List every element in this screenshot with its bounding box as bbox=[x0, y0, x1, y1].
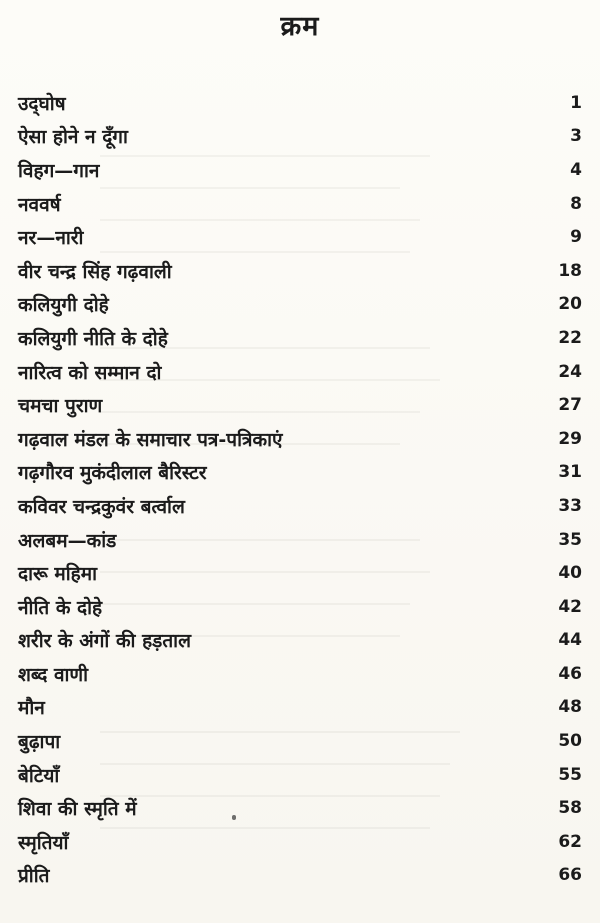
toc-entry-title: चमचा पुराण bbox=[18, 395, 103, 418]
toc-entry-title: शब्द वाणी bbox=[18, 663, 89, 686]
toc-entry-page-number: 58 bbox=[558, 798, 582, 819]
print-speck bbox=[232, 815, 236, 820]
toc-entry bbox=[0, 691, 600, 725]
toc-entry bbox=[0, 758, 600, 792]
toc-entry bbox=[0, 187, 600, 221]
toc-entry-title: प्रीति bbox=[18, 865, 50, 888]
toc-entry bbox=[0, 456, 600, 490]
toc-entry-title: बेटियाँ bbox=[18, 764, 60, 787]
toc-entry-page-number: 1 bbox=[570, 92, 582, 113]
toc-entry-page-number: 44 bbox=[558, 630, 582, 651]
toc-entry bbox=[0, 624, 600, 658]
toc-entry-title: विहग—गान bbox=[18, 159, 100, 182]
toc-entry bbox=[0, 153, 600, 187]
toc-entry bbox=[0, 388, 600, 422]
toc-entry bbox=[0, 590, 600, 624]
toc-entry bbox=[0, 523, 600, 557]
toc-entry bbox=[0, 859, 600, 893]
toc-heading: क्रम bbox=[280, 11, 320, 42]
toc-entry-title: कलियुगी नीति के दोहे bbox=[18, 327, 168, 350]
toc-entry-page-number: 29 bbox=[558, 428, 582, 449]
toc-entry-page-number: 33 bbox=[558, 495, 582, 516]
toc-entry bbox=[0, 321, 600, 355]
toc-entry-page-number: 35 bbox=[558, 529, 582, 550]
toc-entry-page-number: 27 bbox=[558, 395, 582, 416]
toc-entry-title: कलियुगी दोहे bbox=[18, 294, 109, 317]
toc-entry bbox=[0, 825, 600, 859]
toc-entry bbox=[0, 724, 600, 758]
toc-entry-title: ऐसा होने न दूँगा bbox=[18, 126, 128, 149]
toc-entry-title: दारू महिमा bbox=[18, 563, 98, 586]
toc-entry-title: नारित्व को सम्मान दो bbox=[18, 361, 162, 384]
toc-entry-title: शिवा की स्मृति में bbox=[18, 798, 137, 821]
toc-entry-page-number: 40 bbox=[558, 563, 582, 584]
toc-entry bbox=[0, 489, 600, 523]
toc-entry-title: मौन bbox=[18, 697, 45, 720]
toc-entry-page-number: 31 bbox=[558, 462, 582, 483]
toc-entry-page-number: 8 bbox=[570, 193, 582, 214]
toc-entry-page-number: 24 bbox=[558, 361, 582, 382]
toc-entry-title: नीति के दोहे bbox=[18, 596, 103, 619]
toc-entry-title: वीर चन्द्र सिंह गढ़वाली bbox=[18, 260, 172, 283]
toc-entry-page-number: 20 bbox=[558, 294, 582, 315]
toc-entry bbox=[0, 86, 600, 120]
toc-entry-title: बुढ़ापा bbox=[18, 731, 61, 754]
toc-entry-page-number: 22 bbox=[558, 327, 582, 348]
toc-entry-page-number: 9 bbox=[570, 227, 582, 248]
toc-entry-page-number: 66 bbox=[558, 865, 582, 886]
toc-entry-page-number: 62 bbox=[558, 831, 582, 852]
toc-entry bbox=[0, 355, 600, 389]
toc-entry bbox=[0, 657, 600, 691]
toc-entry-title: स्मृतियाँ bbox=[18, 831, 69, 854]
toc-entry-title: नर—नारी bbox=[18, 227, 84, 250]
toc-entry-page-number: 18 bbox=[558, 260, 582, 281]
toc-entry bbox=[0, 422, 600, 456]
toc-entry-title: कविवर चन्द्रकुवंर बर्त्वाल bbox=[18, 495, 185, 518]
toc-entry-title: नववर्ष bbox=[18, 193, 61, 216]
table-of-contents bbox=[0, 86, 600, 892]
toc-entry-page-number: 46 bbox=[558, 663, 582, 684]
toc-entry-title: गढ़वाल मंडल के समाचार पत्र-पत्रिकाएं bbox=[18, 428, 283, 451]
toc-entry-title: अलबम—कांड bbox=[18, 529, 117, 552]
toc-entry-page-number: 4 bbox=[570, 159, 582, 180]
toc-entry-page-number: 42 bbox=[558, 596, 582, 617]
toc-entry bbox=[0, 254, 600, 288]
toc-entry-page-number: 3 bbox=[570, 126, 582, 147]
toc-entry bbox=[0, 120, 600, 154]
toc-entry bbox=[0, 791, 600, 825]
toc-entry-page-number: 55 bbox=[558, 764, 582, 785]
toc-entry-title: गढ़गौरव मुकंदीलाल बैरिस्टर bbox=[18, 462, 207, 485]
toc-entry-page-number: 50 bbox=[558, 731, 582, 752]
toc-entry-title: उद्‌घोष bbox=[18, 92, 66, 115]
toc-entry bbox=[0, 556, 600, 590]
toc-entry bbox=[0, 288, 600, 322]
toc-entry-page-number: 48 bbox=[558, 697, 582, 718]
toc-entry-title: शरीर के अंगों की हड़ताल bbox=[18, 630, 191, 653]
toc-entry bbox=[0, 220, 600, 254]
